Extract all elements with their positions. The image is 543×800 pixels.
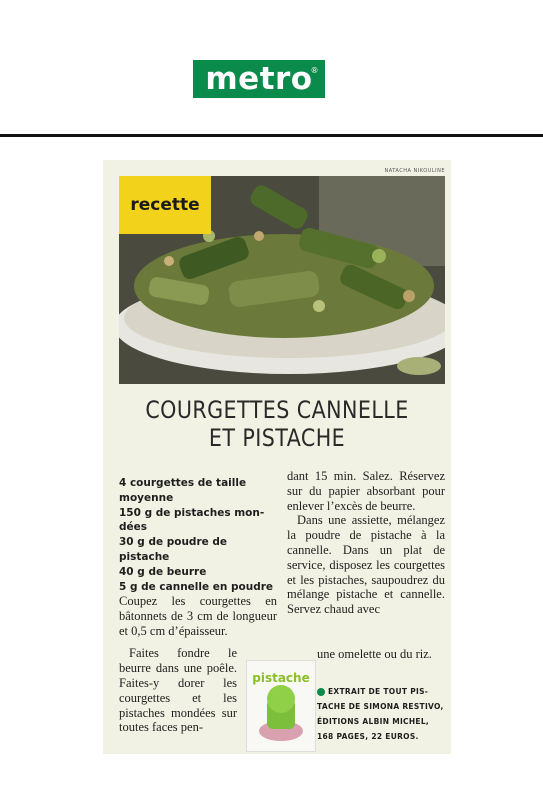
- ingredient-line: 4 courgettes de taille: [119, 477, 247, 489]
- instruction-paragraph-1: Coupez les courgettes en bâtonnets de 3 cm de longueur et 0,5 cm d’épaisseur.: [119, 594, 277, 638]
- ingredient-line: moyenne: [119, 491, 174, 504]
- photo-credit: NATACHA NIKOULINE: [384, 168, 445, 174]
- registered-mark: ®: [310, 66, 319, 75]
- logo-text: metro: [205, 61, 313, 97]
- ingredient-line: 30 g de poudre de pistache: [119, 536, 228, 563]
- bullet-icon: [317, 688, 325, 696]
- tail-text: une omelette ou du riz.: [317, 647, 432, 661]
- ingredient-line: 5 g de cannelle en poudre: [119, 580, 274, 593]
- extract-line: 168 PAGES, 22 EUROS.: [317, 732, 419, 741]
- recipe-title: [127, 396, 426, 452]
- title-line-1: COURGETTES CANNELLE: [145, 396, 409, 424]
- book-title: pistache: [252, 671, 310, 685]
- article-clipping: [103, 160, 451, 754]
- recipe-tag: recette: [119, 176, 211, 234]
- ingredient-line: 40 g de beurre: [119, 565, 207, 578]
- extract-line: EXTRAIT DE TOUT PIS-: [328, 687, 429, 696]
- instruction-paragraph-3: dant 15 min. Salez. Réservez sur du papier absorbant pour enlever l’excès de beurre.: [287, 469, 445, 513]
- book-extract-credit: [317, 684, 447, 744]
- instruction-paragraph-4: Dans une assiette, mélangez la poudre de pistache à la cannelle. Dans un plat de service, disposez les courgettes et les pistaches, saupoudrez du mélange pistache et cannelle. Servez chaud avec: [287, 513, 445, 617]
- extract-line: TACHE DE SIMONA RESTIVO,: [317, 702, 444, 711]
- instructions-right-column: [287, 469, 445, 617]
- instruction-tail: [317, 647, 445, 662]
- ingredient-line: 150 g de pistaches mon-: [119, 506, 265, 519]
- metro-logo: [193, 60, 325, 98]
- ingredients-list: [119, 476, 279, 594]
- ingredient-line: dées: [119, 521, 148, 534]
- instruction-paragraph-2: Faites fondre le beurre dans une poêle. Faites-y dorer les courgettes et les pistaches mondées sur toutes faces pen-: [119, 646, 237, 735]
- extract-line: ÉDITIONS ALBIN MICHEL,: [317, 717, 430, 726]
- book-cover: [246, 660, 316, 752]
- title-line-2: ET PISTACHE: [208, 424, 346, 452]
- header-divider: [0, 134, 543, 137]
